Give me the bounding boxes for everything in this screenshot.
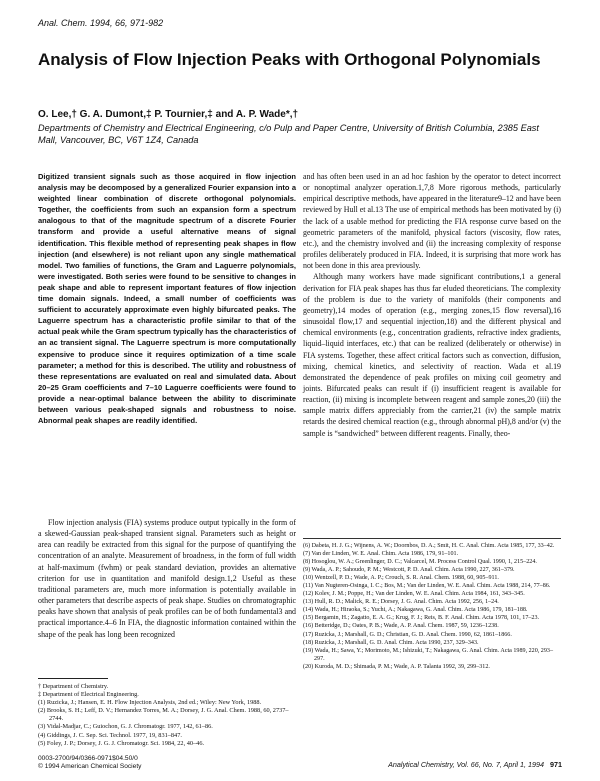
introduction — [38, 517, 296, 640]
author-affiliation: Departments of Chemistry and Electrical Engineering, c/o Pulp and Paper Centre, University of British Columbia, 2385 East Mall, Vancouver, BC, V6T 1Z4, Canada — [38, 123, 539, 145]
article-title: Analysis of Flow Injection Peaks with Orthogonal Polynomials — [38, 50, 541, 69]
footnotes — [38, 683, 296, 748]
reference-item: (13) Hull, R. D.; Malick, R. E.; Dorsey, J. G. Anal. Chim. Acta 1992, 256, 1–24. — [303, 599, 499, 606]
reference-item: (19) Wada, H.; Sawa, Y.; Morimoto, M.; Ishizuki, T.; Nakagawa, G. Anal. Chim. Acta 1989, 220, 293–297. — [303, 647, 553, 662]
footnote-divider — [38, 678, 108, 679]
footnote-item: † Department of Chemistry. — [38, 683, 109, 690]
reference-item: (18) Ruzicka, J.; Marshall, G. D. Anal. Chim. Acta 1990, 237, 329–343. — [303, 639, 479, 646]
reference-item: (8) Hosoglou, W. A.; Greenlinger, D. C.; Valcarcel, M. Process Control Qual. 1990, 1, 215–224. — [303, 559, 537, 566]
abstract — [38, 171, 296, 426]
reference-item: (14) Wada, H.; Hiraoka, S.; Yuchi, A.; Nakagawa, G. Anal. Chim. Acta 1986, 179, 181–188. — [303, 607, 528, 614]
reference-item: (20) Kuroda, M. D.; Shimada, P. M.; Wade, A. P. Talanta 1992, 39, 299–312. — [303, 663, 490, 670]
reference-list — [303, 542, 561, 671]
reference-item: (10) Wentzell, P. D.; Wade, A. P.; Crouch, S. R. Anal. Chem. 1988, 60, 905–911. — [303, 575, 499, 582]
reference-item: (17) Ruzicka, J.; Marshall, G. D.; Christian, G. D. Anal. Chem. 1990, 62, 1861–1866. — [303, 631, 512, 638]
reference-item: (4) Giddings, J. C. Sep. Sci. Technol. 1977, 19, 831–847. — [38, 731, 182, 739]
abstract-text: Digitized transient signals such as those acquired in flow injection analysis may be decomposed by a generalized Fourier expansion into a weighted linear combination of discrete orthogonal polynomials. Together, the coefficients from such an expansion form a spectrum analogous to that of the magnitude spectrum of a discrete Fourier transform and provide a useful alternative means of signal identification. This flexible method of representing peak shapes in flow injection (and elsewhere) is not reliant upon any single mathematical model. Two families of functions, the Gram and Laguerre polynomials, were investigated. Both series were found to be sensitive to changes in peak shape and able to represent important features of flow injection time domain signals. Indeed, a small number of coefficients was sufficient to accurately approximate even highly bifurcated peaks. The Laguerre spectrum has a characteristic profile similar to that of the actual peak while the Gram spectrum typically has the characteristics of an ac transient signal. The Laguerre spectrum is more computationally expensive to produce since it requires optimization of a time scale parameter; a method for this is described. The utility and robustness of these representations are evaluated on real and simulated data. About 20–25 Gram coefficients and 7–10 Laguerre coefficients were found to provide a near-optimal balance between the ability to discriminate between various peak-shaped signals and robustness to noise. Abnormal peak shapes are readily identified. — [38, 172, 296, 426]
references-divider — [303, 538, 561, 539]
reference-item: (11) Van Nugteren-Osinga, I. C.; Bos, M.; Van der Linden, W. E. Anal. Chim. Acta 1988, 214, 77–86. — [303, 583, 551, 590]
journal-label: Analytical Chemistry, Vol. 66, No. 7, April 1, 1994 — [388, 760, 544, 769]
reference-item: (5) Foley, J. P.; Dorsey, J. G. J. Chromatogr. Sci. 1984, 22, 40–46. — [38, 739, 205, 747]
reference-item: (3) Vidal-Madjar, C.; Guiochon, G. J. Chromatogr. 1977, 142, 61–86. — [38, 723, 213, 731]
reference-item: (7) Van der Linden, W. E. Anal. Chim. Acta 1986, 179, 91–101. — [303, 551, 459, 558]
journal-reference: Anal. Chem. 1994, 66, 971-982 — [38, 18, 164, 28]
right-column-body — [303, 171, 561, 439]
reference-item: (12) Kolev, J. M.; Poppe, H.; Van der Linden, W. E. Anal. Chim. Acta 1984, 161, 343–345. — [303, 591, 525, 598]
reference-item: (1) Ruzicka, J.; Hansen, E. H. Flow Injection Analysis, 2nd ed.; Wiley: New York, 1988. — [38, 699, 262, 707]
body-paragraph: Although many workers have made significant contributions,1 a general derivation for FIA peak shapes has thus far eluded theoreticians. The complexity of the problem is due to the variety of manifolds (their components and geometry),14 modes of operation (e.g., merging zones,15 flow reversal),16 sinusoidal flow,17 and sequential injection,18) and the different physical and chemical environments (e.g., concentration gradients, refractive index gradients, liquid–liquid interfaces, etc.) that can be realized (deliberately or otherwise) in FIA systems. Together, these affect critical factors such as convection, diffusion, mixing, chemical kinetics, and selectivity of reaction. Wada et al.19 demonstrated the dependence of peak profiles on mixing coil geometry and joints. Bifurcated peaks can result if (i) insufficient reagent is available for reaction, (ii) mixing is incomplete between reagent and sample zones,20 (iii) the sample matrix differs appreciably from the carrier,21 (iv) the sample matrix retards the desired chemical reaction (e.g., through abnormal pH),8 and/or (v) the sample is “sandwiched” between different reagents. Finally, theo- — [303, 272, 561, 438]
reference-item: (9) Wada, A. P.; Sahoudo, P. M.; Westcott, P. D. Anal. Chim. Acta 1990, 227, 361–379. — [303, 567, 515, 574]
reference-item: (15) Bergamin, H.; Zagatto, E. A. G.; Krug, F. J.; Reis, B. F. Anal. Chim. Acta 1978, 101, 17–23. — [303, 615, 540, 622]
author-list: O. Lee,† G. A. Dumont,‡ P. Tournier,‡ and A. P. Wade*,† — [38, 109, 299, 120]
running-footer — [300, 760, 562, 769]
reference-item: (16) Betteridge, D.; Oates, P. B.; Wade, A. P. Anal. Chem. 1987, 59, 1236–1238. — [303, 623, 499, 630]
intro-paragraph: Flow injection analysis (FIA) systems produce output typically in the form of a skewed-Gaussian peak-shaped transient signal. Parameters such as height or area can readily be extracted from this signal for the purpose of quantifying the concentration of an analyte. Measurement of broadness, in the form of full width at half-maximum (fwhm) or peak standard deviation, provides an alternative criterion for use in quantitation and manifold design.1,2 Useful as these traditional parameters are, much more information is potentially available in other parameters that describe aspects of peak shape. Studies on chromatographic peaks have shown that analysis of peak profiles can be of both fundamental3 and practical importance.4–6 In FIA, the diagnostic information contained within the shape of the peak has long been recognized — [38, 518, 296, 639]
reference-item: (2) Brooks, S. H.; Leff, D. V.; Hernandez Torres, M. A.; Dorsey, J. G. Anal. Chem. 1988, 60, 2737–2744. — [38, 707, 289, 723]
footnote-item: ‡ Department of Electrical Engineering. — [38, 691, 139, 699]
page-number: 971 — [550, 760, 562, 769]
copyright-notice: 0003-2700/94/0366-0971$04.50/0 © 1994 American Chemical Society — [38, 755, 142, 771]
body-paragraph: and has often been used in an ad hoc fashion by the operator to detect incorrect or nonoptimal analyzer operation.1,7,8 More rigorous methods, particularly empirical descriptive methods, have appeared in the literature9–12 and have been reviewed by Hull et al.13 The use of empirical methods has been motivated by (i) the lack of a usable method for predicting the FIA response curve based on the geometric parameters of the manifold, physical factors (viscosity, flow rates, etc.), and the chemistry involved and (ii) the increasing complexity of response profiles deliberately produced in FIA. Indeed, it is surprising that more work has not been done in this area previously. — [303, 172, 561, 271]
reference-item: (6) Dabeta, H. J. G.; Wijnens, A. W.; Doornbos, D. A.; Smit, H. C. Anal. Chim. Acta 1985, 177, 33–42. — [303, 543, 555, 549]
